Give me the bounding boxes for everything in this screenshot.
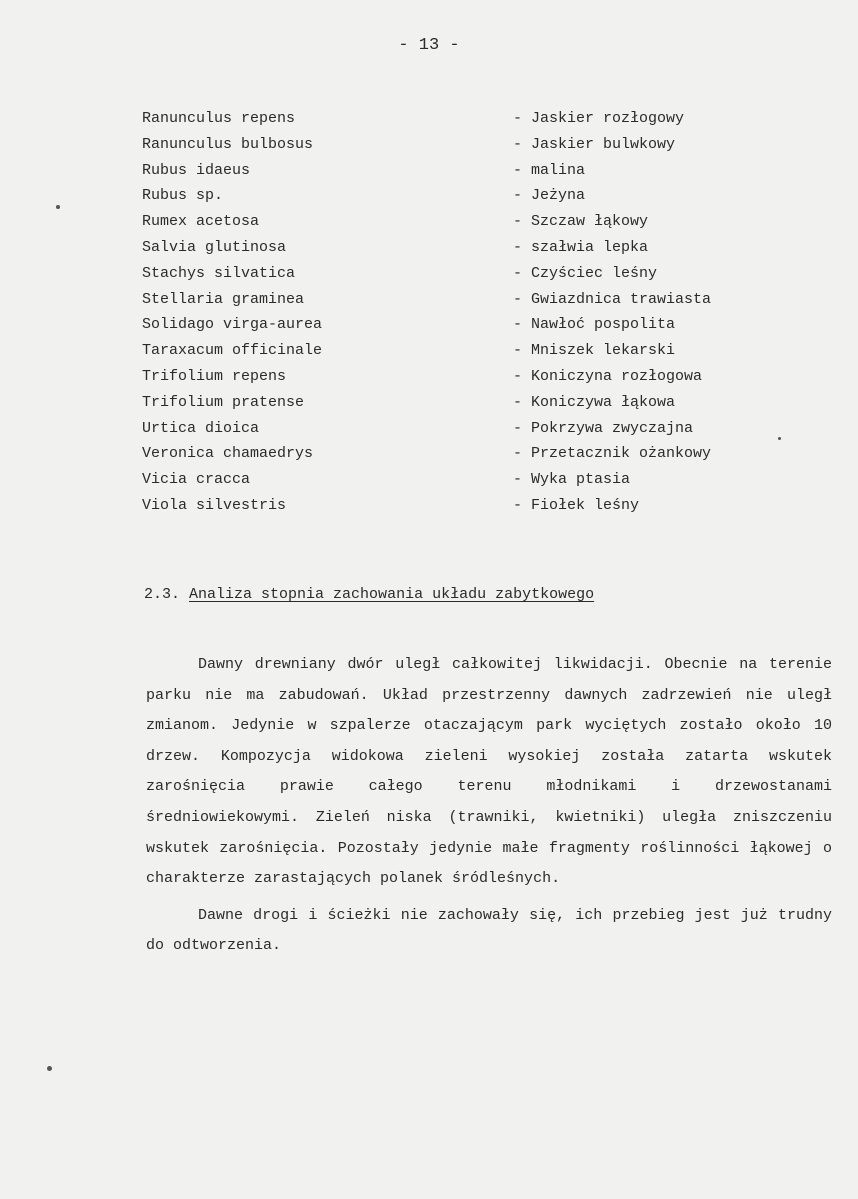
paragraph: Dawne drogi i ścieżki nie zachowały się, ich przebieg jest już trudny do odtworzenia. bbox=[146, 906, 832, 955]
polish-name: - Czyściec leśny bbox=[513, 264, 658, 282]
paper-speck bbox=[56, 205, 60, 209]
latin-name: Ranunculus bulbosus bbox=[142, 135, 314, 153]
body-text bbox=[146, 650, 832, 962]
species-row bbox=[142, 390, 782, 416]
polish-name: - Fiołek leśny bbox=[513, 496, 640, 514]
species-row bbox=[142, 106, 782, 132]
species-row bbox=[142, 467, 782, 493]
species-row bbox=[142, 416, 782, 442]
latin-name: Solidago virga-aurea bbox=[142, 316, 323, 334]
paper-speck bbox=[778, 437, 781, 440]
polish-name: - Jaskier bulwkowy bbox=[513, 135, 676, 153]
latin-name: Vicia cracca bbox=[142, 471, 251, 489]
latin-name: Stachys silvatica bbox=[142, 264, 296, 282]
species-row bbox=[142, 287, 782, 313]
latin-name: Ranunculus repens bbox=[142, 110, 296, 127]
polish-name: - Nawłoć pospolita bbox=[513, 316, 676, 334]
latin-name: Rubus idaeus bbox=[142, 161, 251, 179]
species-row bbox=[142, 338, 782, 364]
polish-name: - szałwia lepka bbox=[513, 238, 649, 256]
polish-name: - malina bbox=[513, 161, 586, 179]
latin-name: Stellaria graminea bbox=[142, 290, 305, 308]
species-row bbox=[142, 493, 782, 519]
section-title: Analiza stopnia zachowania układu zabytkowego bbox=[189, 586, 595, 603]
latin-name: Veronica chamaedrys bbox=[142, 445, 314, 463]
section-number: 2.3. bbox=[144, 586, 181, 603]
latin-name: Taraxacum officinale bbox=[142, 342, 323, 360]
paragraph: Dawny drewniany dwór uległ całkowitej likwidacji. Obecnie na terenie parku nie ma zabudowań. Układ przestrzenny dawnych zadrzewień nie uległ zmianom. Jedynie w szpalerze otaczającym park wyciętych zostało około 10 drzew. Kompozycja widokowa zieleni wysokiej została zatarta wskutek zarośnięcia prawie całego terenu młodnikami i drzewostanami średniowiekowymi. Zieleń niska (trawniki, kwietniki) uległa zniszczeniu wskutek zarośnięcia. Pozostały jedynie małe fragmenty roślinności łąkowej o charakterze zarastających polanek śródleśnych. bbox=[146, 656, 832, 888]
latin-name: Salvia glutinosa bbox=[142, 238, 287, 256]
paper-speck bbox=[47, 1066, 52, 1071]
polish-name: - Jaskier rozłogowy bbox=[513, 110, 685, 127]
polish-name: - Koniczyna rozłogowa bbox=[513, 367, 703, 385]
latin-name: Rubus sp. bbox=[142, 187, 224, 205]
species-row bbox=[142, 183, 782, 209]
polish-name: - Koniczywa łąkowa bbox=[513, 393, 676, 411]
polish-name: - Wyka ptasia bbox=[513, 471, 631, 489]
polish-name: - Mniszek lekarski bbox=[513, 342, 676, 360]
latin-name: Viola silvestris bbox=[142, 496, 287, 514]
polish-name: - Gwiazdnica trawiasta bbox=[513, 290, 712, 308]
polish-name: - Jeżyna bbox=[513, 187, 586, 205]
latin-name: Urtica dioica bbox=[142, 419, 260, 437]
species-row bbox=[142, 132, 782, 158]
species-row bbox=[142, 364, 782, 390]
species-row bbox=[142, 209, 782, 235]
species-row bbox=[142, 312, 782, 338]
species-row bbox=[142, 235, 782, 261]
species-row bbox=[142, 261, 782, 287]
species-list bbox=[142, 106, 782, 519]
latin-name: Trifolium pratense bbox=[142, 393, 305, 411]
species-row bbox=[142, 158, 782, 184]
polish-name: - Przetacznik ożankowy bbox=[513, 445, 712, 463]
polish-name: - Pokrzywa zwyczajna bbox=[513, 419, 694, 437]
latin-name: Trifolium repens bbox=[142, 367, 287, 385]
polish-name: - Szczaw łąkowy bbox=[513, 213, 649, 231]
section-heading bbox=[144, 586, 594, 603]
species-row bbox=[142, 441, 782, 467]
latin-name: Rumex acetosa bbox=[142, 213, 260, 231]
page-number: - 13 - bbox=[398, 36, 460, 55]
